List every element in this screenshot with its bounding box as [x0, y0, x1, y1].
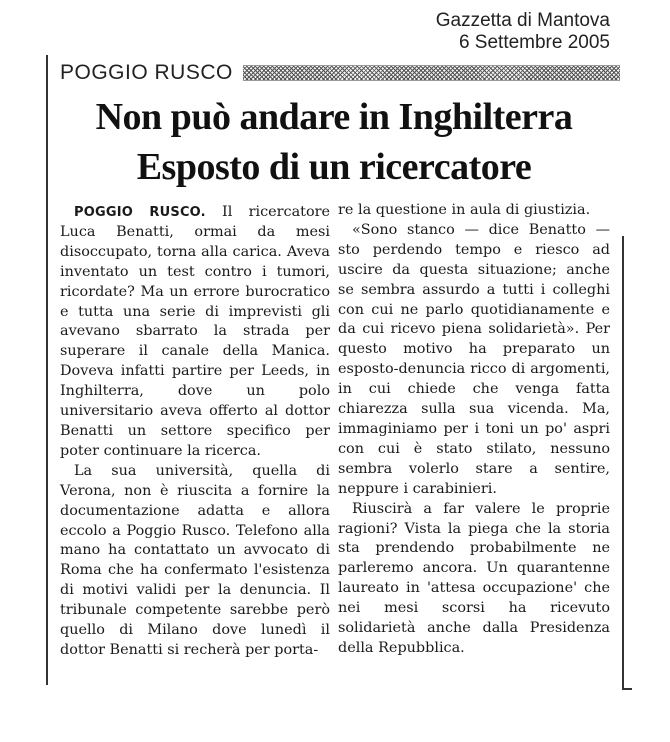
- right-rule-foot: [622, 688, 632, 690]
- article-paragraph: re la questione in aula di giustizia.: [338, 202, 591, 218]
- article-column-left: [60, 203, 330, 661]
- headline-line-1: Non può andare in Inghilterra: [95, 96, 573, 138]
- section-header: [60, 60, 620, 86]
- section-pattern-bar: [243, 65, 620, 81]
- article-paragraph: [60, 203, 330, 462]
- right-column-rule: [622, 236, 624, 690]
- headline-line-2: Esposto di un ricercatore: [136, 146, 532, 188]
- section-label: POGGIO RUSCO: [60, 61, 233, 84]
- publication-date: 6 Settembre 2005: [458, 32, 610, 53]
- article-paragraph: Riuscirà a far valere le proprie ragioni? Vista la piega che la storia sta prendendo probabilmente ne parleremo ancora. Un quarantenne laureato in 'attesa occupazione' che nei mesi scorsi ha ricevuto solidarietà anche dalla Presidenza della Repubblica.: [338, 500, 610, 656]
- paragraph-text: Il ricercatore Luca Benatti, ormai da mesi disoccupato, torna alla carica. Aveva inventato un test contro i tumori, ricordate? Ma un errore burocratico e tutta una serie di imprevisti gli avevano sbarrato la strada per superare il canale della Manica. Doveva infatti partire per Leeds, in Inghilterra, dove un polo universitario aveva offerto al dottor Benatti un settore specifico per poter continuare la ricerca.: [60, 204, 331, 459]
- newspaper-source: [436, 10, 610, 54]
- article-column-right: [338, 201, 610, 659]
- headline: [48, 92, 620, 192]
- newspaper-name: Gazzetta di Mantova: [435, 10, 610, 31]
- dateline: POGGIO RUSCO.: [74, 205, 206, 220]
- article-paragraph: «Sono stanco — dice Benatto — sto perdendo tempo e riesco ad uscire da questa situazione; anche se sembra assurdo a tutti i colleghi con cui ne parlo quotidianamente e da cui ricevo piena solidarietà». Per questo motivo ha preparato un esposto-denuncia ricco di argomenti, in cui chiede che venga fatta chiarezza sulla sua vicenda. Ma, immaginiamo per i toni un po' aspri con cui è stato stilato, nessuno sembra volerlo stare a sentire, neppure i carabinieri.: [338, 221, 610, 497]
- article-paragraph: La sua università, quella di Verona, non è riuscita a fornire la documentazione adatta e allora eccolo a Poggio Rusco. Telefono alla mano ha contattato un avvocato di Roma che ha confermato l'esistenza di motivi validi per la denuncia. Il tribunale competente sarebbe però quello di Milano dove lunedì il dottor Benatti si recherà per porta-: [60, 462, 330, 658]
